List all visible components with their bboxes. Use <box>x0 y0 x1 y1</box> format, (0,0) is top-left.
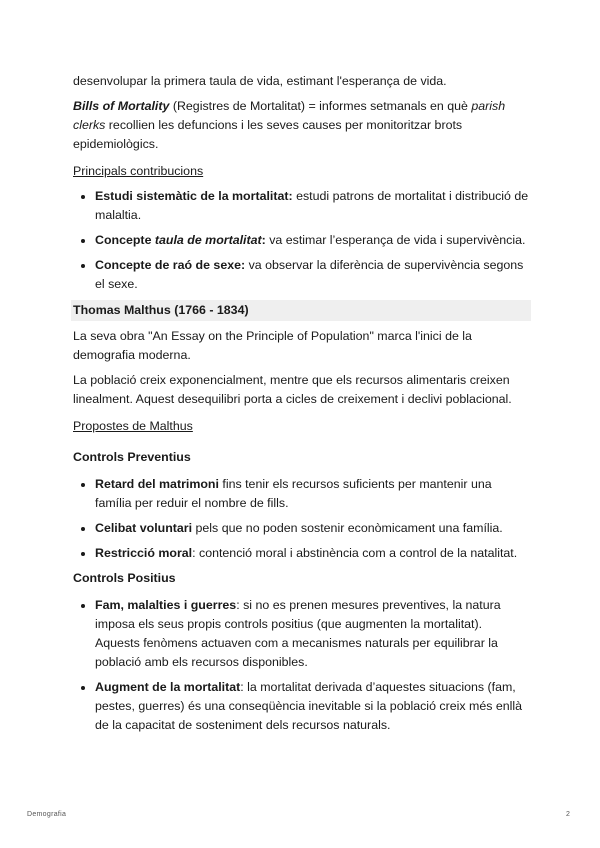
malthus-paragraph-2: La població creix exponencialment, mentre que els recursos alimentaris creixen linealment. Aquest desequilibri porta a cicles de creixement i declivi poblacional. <box>73 373 512 406</box>
malthus-paragraph-1: La seva obra "An Essay on the Principle of Population" marca l'inici de la demografia moderna. <box>73 329 472 362</box>
list-item: • Concepte taula de mortalitat: va estimar l’esperança de vida i supervivència. <box>95 231 529 250</box>
paragraph-intro: desenvolupar la primera taula de vida, estimant l'esperança de vida. <box>73 74 447 88</box>
list-item: • Retard del matrimoni fins tenir els recursos suficients per mantenir una família per reduir el nombre de fills. <box>95 475 529 513</box>
bills-term: Bills of Mortality <box>73 99 170 113</box>
preventive-heading: Controls Preventius <box>73 450 191 464</box>
positive-list <box>73 596 529 735</box>
list-item: • Celibat voluntari pels que no poden sostenir econòmicament una família. <box>95 519 529 538</box>
positive-heading: Controls Positius <box>73 571 176 585</box>
paragraph-bills <box>73 97 529 154</box>
propostes-heading: Propostes de Malthus <box>73 419 193 433</box>
contributions-heading: Principals contribucions <box>73 164 204 178</box>
parish-clerks: parish clerks <box>73 99 506 132</box>
list-item: • Restricció moral: contenció moral i abstinència com a control de la natalitat. <box>95 544 529 563</box>
list-item: • Fam, malalties i guerres: si no es prenen mesures preventives, la natura imposa els seus propis controls positius (que augmenten la mortalitat). Aquests fenòmens actuaven com a mecanismes naturals per equilibrar la població amb els recursos disponibles. <box>95 596 529 672</box>
preventive-list <box>73 475 529 563</box>
list-item: • Concepte de raó de sexe: va observar la diferència de supervivència segons el sexe. <box>95 256 529 294</box>
bills-text-1: (Registres de Mortalitat) = informes setmanals en què <box>169 99 472 113</box>
footer-title: Demografia <box>27 811 67 818</box>
list-item: • Estudi sistemàtic de la mortalitat: estudi patrons de mortalitat i distribució de malaltia. <box>95 187 529 225</box>
page-number: 2 <box>566 811 570 818</box>
bills-text-2: recollien les defuncions i les seves causes per monitoritzar brots epidemiològics. <box>73 118 463 151</box>
page-content <box>73 72 529 741</box>
malthus-section-title: Thomas Malthus (1766 - 1834) <box>71 300 531 321</box>
contributions-list <box>73 187 529 294</box>
list-item: • Augment de la mortalitat: la mortalitat derivada d’aquestes situacions (fam, pestes, guerres) és una conseqüència inevitable si la població creix més enllà de la capacitat de sosteniment dels recursos naturals. <box>95 678 529 735</box>
